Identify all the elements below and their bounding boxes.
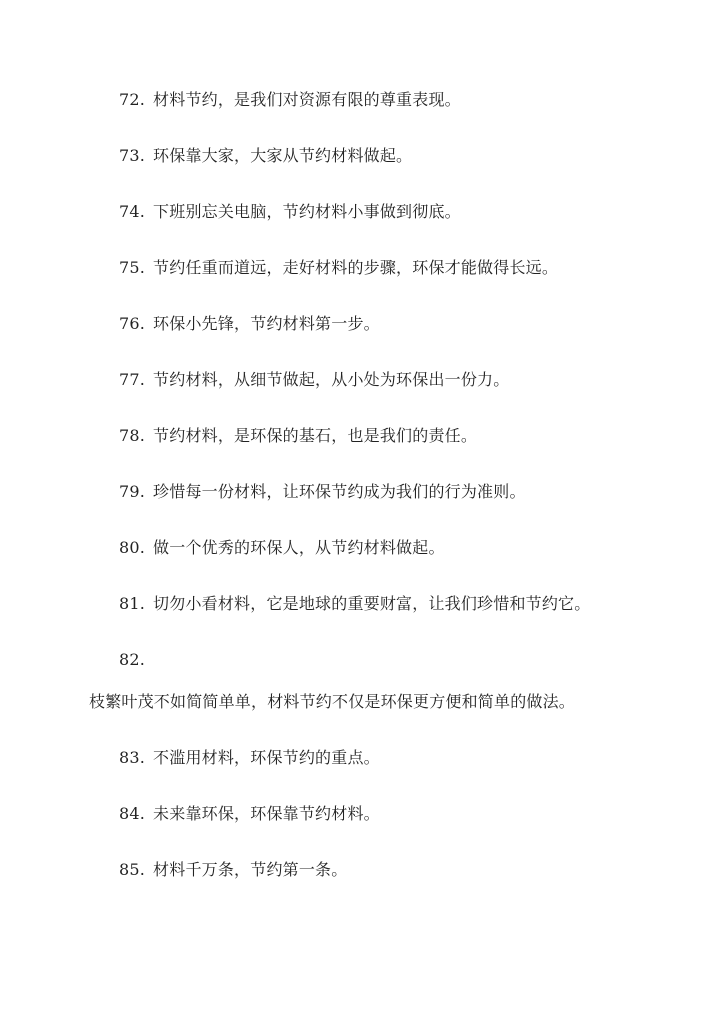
item-number: 77. bbox=[119, 370, 146, 389]
item-text: 材料千万条，节约第一条。 bbox=[153, 860, 348, 879]
list-item bbox=[119, 650, 153, 670]
list-item bbox=[119, 482, 526, 502]
list-item-continuation bbox=[89, 692, 575, 712]
item-number: 72. bbox=[119, 90, 146, 109]
item-text: 下班别忘关电脑，节约材料小事做到彻底。 bbox=[153, 202, 461, 221]
item-number: 79. bbox=[119, 482, 146, 501]
item-number: 81. bbox=[119, 594, 146, 613]
list-item bbox=[119, 370, 509, 390]
item-number: 80. bbox=[119, 538, 146, 557]
item-text: 环保小先锋，节约材料第一步。 bbox=[153, 314, 380, 333]
item-number: 85. bbox=[119, 860, 146, 879]
item-number: 76. bbox=[119, 314, 146, 333]
item-number: 78. bbox=[119, 426, 146, 445]
list-item bbox=[119, 748, 380, 768]
item-text: 节约材料，从细节做起，从小处为环保出一份力。 bbox=[153, 370, 510, 389]
list-item bbox=[119, 90, 461, 110]
list-item bbox=[119, 594, 590, 614]
item-text: 切勿小看材料，它是地球的重要财富，让我们珍惜和节约它。 bbox=[153, 594, 591, 613]
item-text: 做一个优秀的环保人，从节约材料做起。 bbox=[153, 538, 445, 557]
list-item bbox=[119, 426, 477, 446]
item-number: 82. bbox=[119, 650, 146, 669]
item-text: 珍惜每一份材料，让环保节约成为我们的行为准则。 bbox=[153, 482, 526, 501]
list-item bbox=[119, 258, 558, 278]
list-item bbox=[119, 314, 380, 334]
item-text: 环保靠大家，大家从节约材料做起。 bbox=[153, 146, 413, 165]
item-number: 75. bbox=[119, 258, 146, 277]
item-text: 材料节约，是我们对资源有限的尊重表现。 bbox=[153, 90, 461, 109]
item-number: 83. bbox=[119, 748, 146, 767]
list-item bbox=[119, 804, 380, 824]
item-text: 不滥用材料，环保节约的重点。 bbox=[153, 748, 380, 767]
item-number: 84. bbox=[119, 804, 146, 823]
list-item bbox=[119, 146, 412, 166]
list-item bbox=[119, 202, 461, 222]
item-text: 节约材料，是环保的基石，也是我们的责任。 bbox=[153, 426, 478, 445]
list-item bbox=[119, 860, 347, 880]
item-number: 74. bbox=[119, 202, 146, 221]
item-text: 枝繁叶茂不如简简单单，材料节约不仅是环保更方便和简单的做法。 bbox=[89, 692, 576, 711]
item-number: 73. bbox=[119, 146, 146, 165]
item-text: 未来靠环保，环保靠节约材料。 bbox=[153, 804, 380, 823]
list-item bbox=[119, 538, 445, 558]
item-text: 节约任重而道远，走好材料的步骤，环保才能做得长远。 bbox=[153, 258, 559, 277]
